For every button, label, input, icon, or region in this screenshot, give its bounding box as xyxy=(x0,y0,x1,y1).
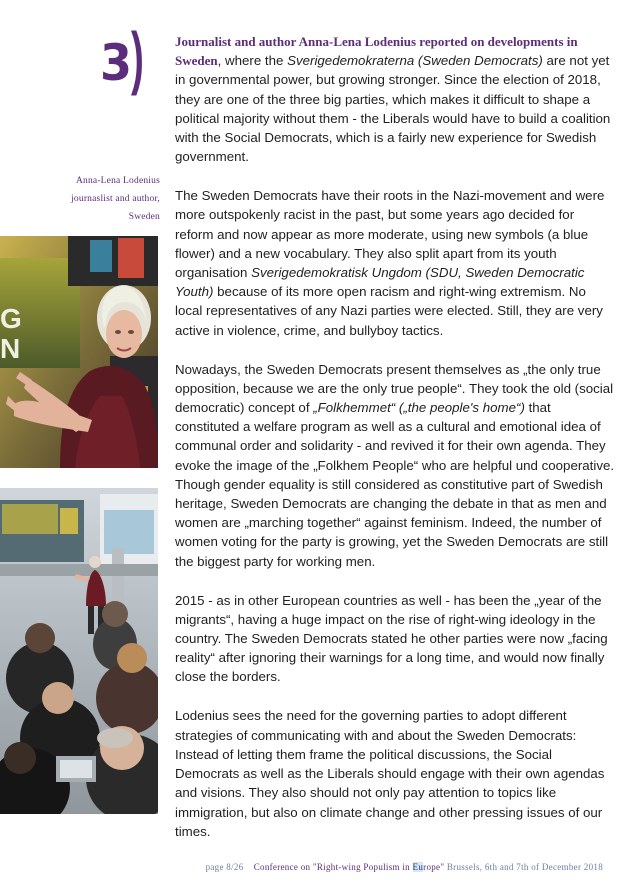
paragraph-roots-text-1: The Sweden Democrats have their roots in the Nazi-movement and were more outspokenly racist in the past, but some years ago decided for reform and now appear as more moderate, using new symbols (a blue flower) and a new vocabulary. They also split apart from its youth organisation xyxy=(175,188,605,281)
slide-text-g: G xyxy=(0,303,22,334)
caption-role: journaslist and author, xyxy=(71,194,160,204)
page-footer xyxy=(0,862,603,872)
speaker-photo xyxy=(0,236,158,468)
paragraph-folkhemmet-text-2: that constituted a welfare program as well as a cultural and emotional idea of communal order and solidarity - and revived it for their own agenda. They evoke the image of the „Folkhem People“ who are helpful und cooperative. Though gender equality is still considered as constitutive part of Swedish heritage, Sweden Democrats are changing the debate in that as men and women are „marching together“ against feminism. Indeed, the number of women voting for the party is growing, yet the Sweden Democrats are still the biggest party for working men. xyxy=(175,400,615,569)
caption-country: Sweden xyxy=(128,212,160,222)
intro-paragraph xyxy=(175,32,615,166)
conference-title-post: rope" xyxy=(423,862,445,872)
caption-name: Anna-Lena Lodenius xyxy=(75,176,160,186)
paragraph-folkhemmet xyxy=(175,360,615,571)
paragraph-folkhemmet-text-1: Nowadays, the Sweden Democrats present themselves as „the only true opposition, because we are the only true people“. They took the old (social democratic) concept of xyxy=(175,361,614,416)
intro-text-2: are not yet in governmental power, but growing stronger. Since the election of 2018, they are one of the three big parties, which makes it difficult to shape a political majority without them - the Liberals would have to build a coalition with the Social Democrats, which is a fairly new experience for Swedish government. xyxy=(175,53,611,165)
conference-title-highlight: Eu xyxy=(412,862,424,872)
location-date: Brussels, 6th and 7th of December 2018 xyxy=(446,862,603,872)
paragraph-folkhemmet-italic: „Folkhemmet“ („the people's home“) xyxy=(313,400,525,416)
page-number: page 8/26 xyxy=(205,862,244,872)
intro-text-1: , where the xyxy=(217,53,288,69)
article-body xyxy=(175,32,615,861)
slide-text-n: N xyxy=(0,333,21,364)
paragraph-roots xyxy=(175,186,615,340)
conference-title xyxy=(254,862,445,872)
audience-photo-image xyxy=(0,488,158,814)
paragraph-strategies: Lodenius sees the need for the governing parties to adopt different strategies of communicating with and about the Sweden Democrats: Instead of letting them frame the political discussions, the Social Democrats as well as the Liberals should engage with their own agendas and visions. They also should not only pay attention to topics like immigration, but also on climate change and other pressing issues of our times. xyxy=(175,708,605,839)
intro-italic: Sverigedemokraterna (Sweden Democrats) xyxy=(287,53,543,69)
paragraph-roots-italic: Sverigedemokratisk Ungdom (SDU, Sweden Democratic Youth) xyxy=(175,265,585,300)
conference-title-pre: Conference on "Right-wing Populism in xyxy=(253,862,413,872)
intro-highlight: Journalist and author Anna-Lena Lodenius reported on developments in Sweden xyxy=(175,34,578,69)
section-number-paren: ) xyxy=(131,18,144,96)
paragraph-roots-text-2: because of its more open racism and right-wing extremism. No local representatives of any Nazi parties were elected. Still, they are very active in violence, crime, and bullyboy tactics. xyxy=(175,284,603,338)
photo-caption xyxy=(20,172,160,226)
paragraph-2015: 2015 - as in other European countries as well - has been the „year of the migrants“, having a huge impact on the rise of right-wing ideology in the country. The Sweden Democrats stated he other parties were now „facing reality“ after ignoring their warnings for a long time, and would now finally close the borders. xyxy=(175,592,608,685)
speaker-photo-image xyxy=(0,236,158,468)
audience-photo xyxy=(0,488,158,814)
section-number: 3 xyxy=(100,34,133,92)
